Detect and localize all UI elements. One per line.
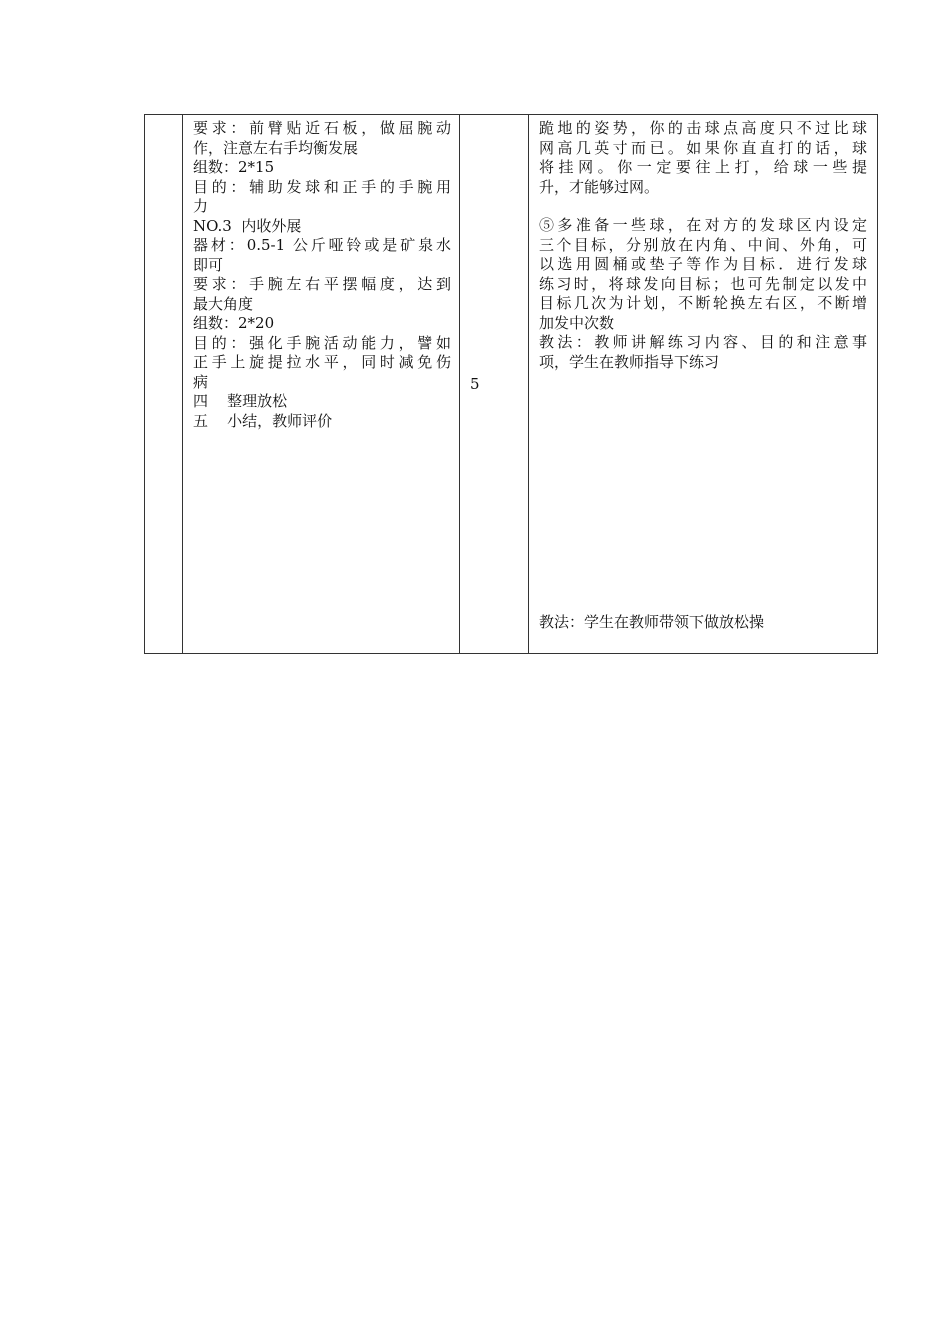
content-line: 目的：辅助发球和正手的手腕用 [193,177,451,196]
content-line: 力 [193,197,209,215]
content-line: 正手上旋提拉水平，同时减免伤 [193,353,451,371]
content-line: 病 [193,372,209,391]
content-line: 组数：2*20 [193,314,275,332]
method-line: 加发中次数 [539,313,615,332]
lesson-plan-table [144,114,878,654]
method-line: 项，学生在教师指导下练习 [539,352,720,371]
method-line: ⑤多准备一些球，在对方的发球区内设定 [539,216,867,234]
method-line: 将挂网。你一定要往上打，给球一些提 [539,158,867,176]
method-line: 以选用圆桶或垫子等作为目标．进行发球 [539,255,867,273]
spacer [539,197,867,216]
content-line: 四 整理放松 [193,392,288,410]
content-line: 器材：0.5-1 公斤哑铃或是矿泉水 [193,236,451,254]
content-line: 作，注意左右手均衡发展 [193,138,359,157]
content-line: 五 小结，教师评价 [193,411,333,430]
content-line: 目的：强化手腕活动能力，譬如 [193,333,451,352]
time-cell [460,115,529,654]
content-line: 即可 [193,255,224,274]
content-cell [183,115,460,654]
method-line: 目标几次为计划，不断轮换左右区，不断增 [539,294,867,312]
method-line: 教法：教师讲解练习内容、目的和注意事 [539,333,867,351]
blank-cell [145,115,183,654]
content-line: NO.3 内收外展 [193,216,302,235]
content-line: 最大角度 [193,294,254,313]
method-cell [529,115,878,654]
method-line: 升，才能够过网。 [539,177,660,196]
time-value: 5 [470,375,480,393]
content-line: 组数：2*15 [193,158,275,176]
content-line: 要求：前臂贴近石板，做屈腕动 [193,119,451,137]
table-row [145,115,878,654]
method-line: 网高几英寸而已。如果你直直打的话，球 [539,138,867,157]
method-line: 练习时，将球发向目标；也可先制定以发中 [539,274,867,293]
method-line: 跪地的姿势，你的击球点高度只不过比球 [539,119,867,137]
content-line: 要求：手腕左右平摆幅度，达到 [193,275,451,293]
method-line: 三个目标，分别放在内角、中间、外角，可 [539,235,867,254]
relax-method-line: 教法：学生在教师带领下做放松操 [539,613,765,631]
